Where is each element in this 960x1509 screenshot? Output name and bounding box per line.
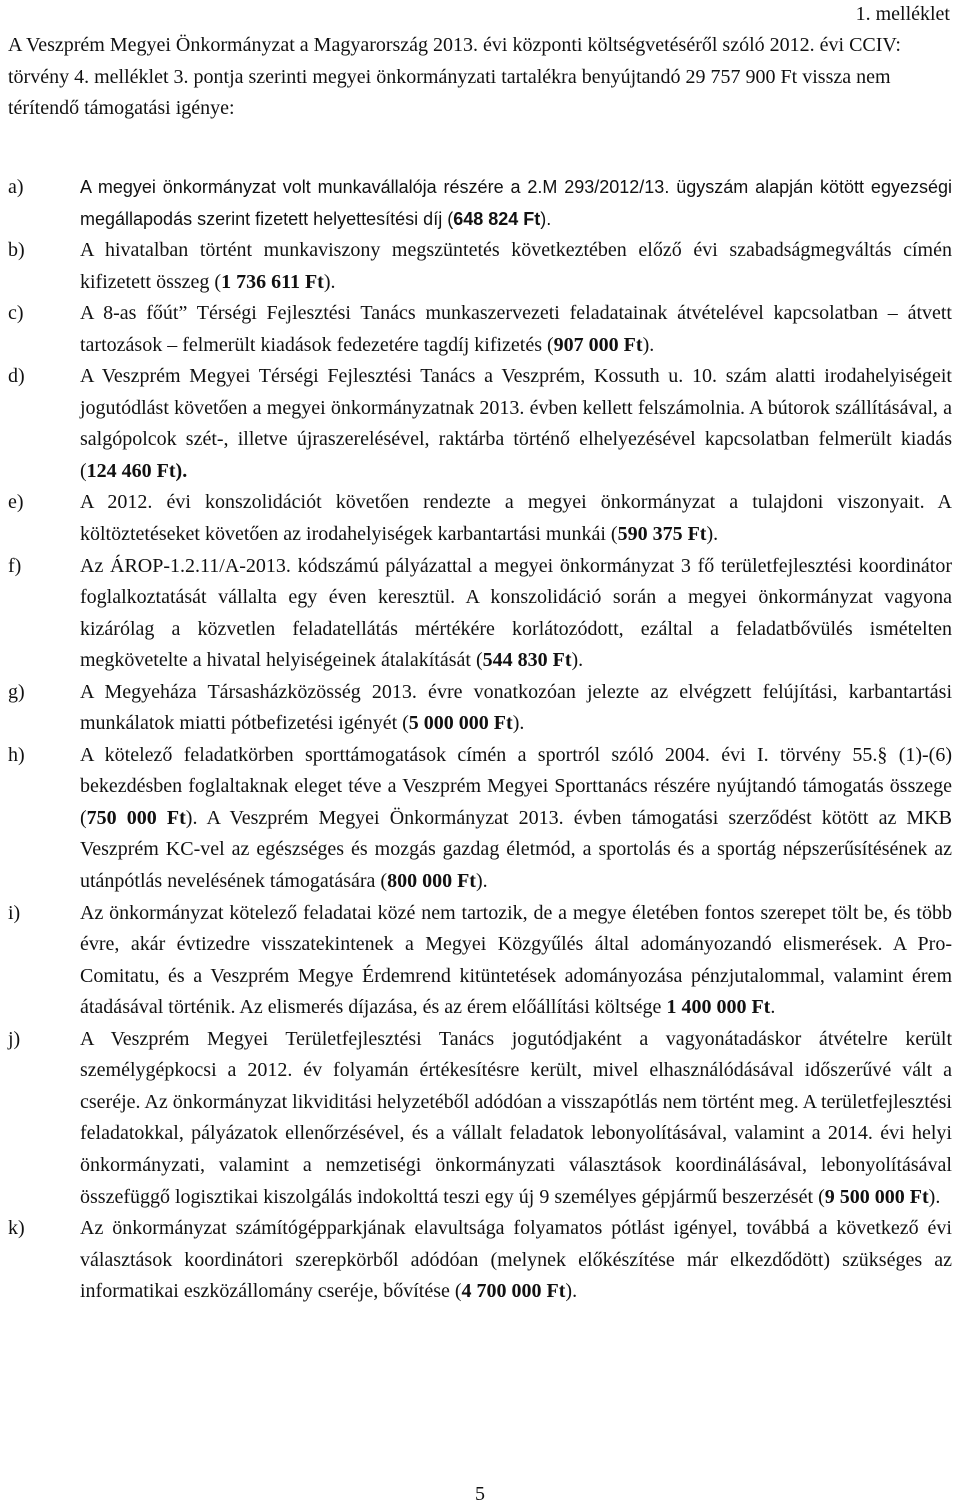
item-text bbox=[80, 1213, 952, 1308]
item-text-before: Az ÁROP-1.2.11/A-2013. kódszámú pályázattal a megyei önkormányzat 3 fő területfejlesztési koordinátor foglalkoztatását vállalta egy éven keresztül. A konszolidáció során a megyei önkormányzat vagyona kizárólag a közvetlen feladatellátás mértékére korlátozódott, ezáltal a feladatbővülés ismételten megkövetelte a hivatal helyiségeinek átalakítását ( bbox=[80, 554, 952, 672]
item-marker: d) bbox=[8, 365, 25, 388]
item-marker: h) bbox=[8, 743, 25, 766]
annex-label: 1. melléklet bbox=[855, 3, 950, 25]
list-item-i bbox=[8, 898, 952, 1024]
item-marker: b) bbox=[8, 239, 25, 262]
item-amount: 648 824 Ft bbox=[453, 208, 541, 229]
page-number: 5 bbox=[475, 1483, 485, 1505]
item-amount: 1 400 000 Ft bbox=[666, 996, 771, 1019]
item-text-before: A Veszprém Megyei Területfejlesztési Tanács jogutódjaként a vagyonátadáskor átvételre került személygépkocsi a 2012. év folyamán értékesítésre került, mivel elhasználódásával időszerűvé vált a cseréje. Az önkormányzat likviditási helyzetéből adódóan a visszapótlás nem történt meg. A területfejlesztési feladatokkal, pályázatok ellenőrzésével, és a vállalt feladatok lebonyolításával, valamint a 2014. évi helyi önkormányzati, valamint a nemzetiségi önkormányzati választások koordinálásával, lebonyolításával összefüggő logisztikai kiszolgálás indokolttá teszi egy új 9 személyes gépjármű beszerzését ( bbox=[80, 1027, 952, 1208]
list-item-b bbox=[8, 235, 952, 298]
item-amount-2: 800 000 Ft bbox=[387, 870, 476, 893]
list-item-j bbox=[8, 1024, 952, 1213]
item-text-after: ). bbox=[571, 649, 584, 672]
item-amount: 907 000 Ft bbox=[553, 333, 643, 356]
item-text bbox=[80, 172, 952, 235]
item-text-after: . bbox=[770, 996, 776, 1019]
item-text bbox=[80, 487, 952, 550]
item-text bbox=[80, 1024, 952, 1213]
item-text-after: ). bbox=[642, 333, 655, 356]
list-item-a bbox=[8, 172, 952, 235]
item-amount: 124 460 Ft). bbox=[86, 459, 188, 482]
item-text-before: A hivatalban történt munkaviszony megszüntetés következtében előző évi szabadságmegváltás címén kifizetett összeg ( bbox=[80, 239, 952, 293]
item-amount: 544 830 Ft bbox=[482, 649, 572, 672]
item-text-after: ). bbox=[512, 712, 525, 735]
item-amount: 4 700 000 Ft bbox=[461, 1280, 566, 1303]
item-marker: f) bbox=[8, 554, 22, 577]
item-text bbox=[80, 235, 952, 298]
item-list bbox=[8, 172, 952, 1308]
item-text bbox=[80, 551, 952, 677]
list-item-k bbox=[8, 1213, 952, 1308]
item-text-after: ). bbox=[706, 523, 719, 546]
item-text-before: A kötelező feladatkörben sporttámogatások címén a sportról szóló 2004. évi I. törvény 55.§ (1)-(6) bekezdésben foglaltaknak eleget téve a Veszprém Megyei Sporttanács részére nyújtandó támogatás összege ( bbox=[80, 743, 952, 829]
item-marker: c) bbox=[8, 302, 24, 325]
item-text-after: ). bbox=[323, 270, 336, 293]
item-text-after: ). bbox=[565, 1280, 578, 1303]
item-amount: 1 736 611 Ft bbox=[221, 270, 324, 293]
item-marker: g) bbox=[8, 680, 25, 703]
list-item-e bbox=[8, 487, 952, 550]
list-item-d bbox=[8, 361, 952, 487]
item-text bbox=[80, 740, 952, 898]
item-amount: 9 500 000 Ft bbox=[824, 1185, 929, 1208]
item-marker: i) bbox=[8, 901, 21, 924]
item-text-after: ). A Veszprém Megyei Önkormányzat 2013. évben támogatási szerződést kötött az MKB Veszprém KC-vel az egészséges és mozgás gazdag életmód, a sportolás és a sportág népszerűsítésének az utánpótlás nevelésének támogatására ( bbox=[80, 806, 952, 893]
item-marker: k) bbox=[8, 1217, 25, 1240]
item-text-after: ). bbox=[540, 208, 552, 229]
item-text-before: A 2012. évi konszolidációt követően rendezte a megyei önkormányzat a tulajdoni viszonyait. A költöztetéseket követően az irodahelyiségek karbantartási munkái ( bbox=[80, 491, 952, 546]
list-item-f bbox=[8, 551, 952, 677]
item-text-before: A Veszprém Megyei Térségi Fejlesztési Tanács a Veszprém, Kossuth u. 10. szám alatti irodahelyiségeit jogutódlást követően a megyei önkormányzatnak 2013. évben kellett felszámolnia. A bútorok szállításával, a salgópolcok szét-, illetve újraszerelésével, raktárba történő elhelyezésével kapcsolatban felmerült kiadás ( bbox=[80, 365, 952, 482]
list-item-c bbox=[8, 298, 952, 361]
intro-paragraph: A Veszprém Megyei Önkormányzat a Magyarország 2013. évi központi költségvetéséről szóló 2012. évi CCIV: törvény 4. melléklet 3. pontja szerinti megyei önkormányzati tartalékra benyújtandó 29 757 900 Ft vissza nem térítendő támogatási igénye: bbox=[8, 34, 901, 119]
item-amount: 590 375 Ft bbox=[617, 523, 707, 546]
list-item-g bbox=[8, 677, 952, 740]
item-text-before: A 8-as főút” Térségi Fejlesztési Tanács munkaszervezeti feladatainak átvételével kapcsolatban – átvett tartozások – felmerült kiadások fedezetére tagdíj kifizetés ( bbox=[80, 302, 952, 356]
item-amount: 5 000 000 Ft bbox=[408, 712, 513, 735]
item-text-after-2: ). bbox=[475, 870, 488, 893]
item-text bbox=[80, 677, 952, 740]
item-text bbox=[80, 898, 952, 1024]
item-text-before: A megyei önkormányzat volt munkavállalója részére a 2.M 293/2012/13. ügyszám alapján kötött egyezségi megállapodás szerint fizetett helyettesítési díj ( bbox=[80, 177, 952, 229]
item-text bbox=[80, 361, 952, 487]
item-text-before: Az önkormányzat számítógépparkjának elavultsága folyamatos pótlást igényel, továbbá a következő évi választások koordinátori szerepkörből adódóan (melynek előkészítése már elkezdődött) szükséges az informatikai eszközállomány cseréje, bővítése ( bbox=[80, 1217, 952, 1303]
item-text-before: A Megyeháza Társasházközösség 2013. évre vonatkozóan jelezte az elvégzett felújítási, karbantartási munkálatok miatti pótbefizetési igényét ( bbox=[80, 680, 952, 735]
item-marker: j) bbox=[8, 1027, 21, 1050]
item-marker: a) bbox=[8, 176, 24, 198]
item-text-after: ). bbox=[928, 1185, 941, 1208]
item-amount: 750 000 Ft bbox=[86, 806, 186, 829]
item-text-before: Az önkormányzat kötelező feladatai közé nem tartozik, de a megye életében fontos szerepet tölt be, és több évre, akár évtizedre visszatekintenek a Megyei Közgyűlés által adományozandó elismerések. A Pro-Comitatu, és a Veszprém Megye Érdemrend kitüntetések adományozása pénzjutalommal, valamint érem átadásával történik. Az elismerés díjazása, és az érem előállítási költsége bbox=[80, 901, 952, 1019]
item-marker: e) bbox=[8, 491, 24, 514]
list-item-h bbox=[8, 740, 952, 898]
item-text bbox=[80, 298, 952, 361]
